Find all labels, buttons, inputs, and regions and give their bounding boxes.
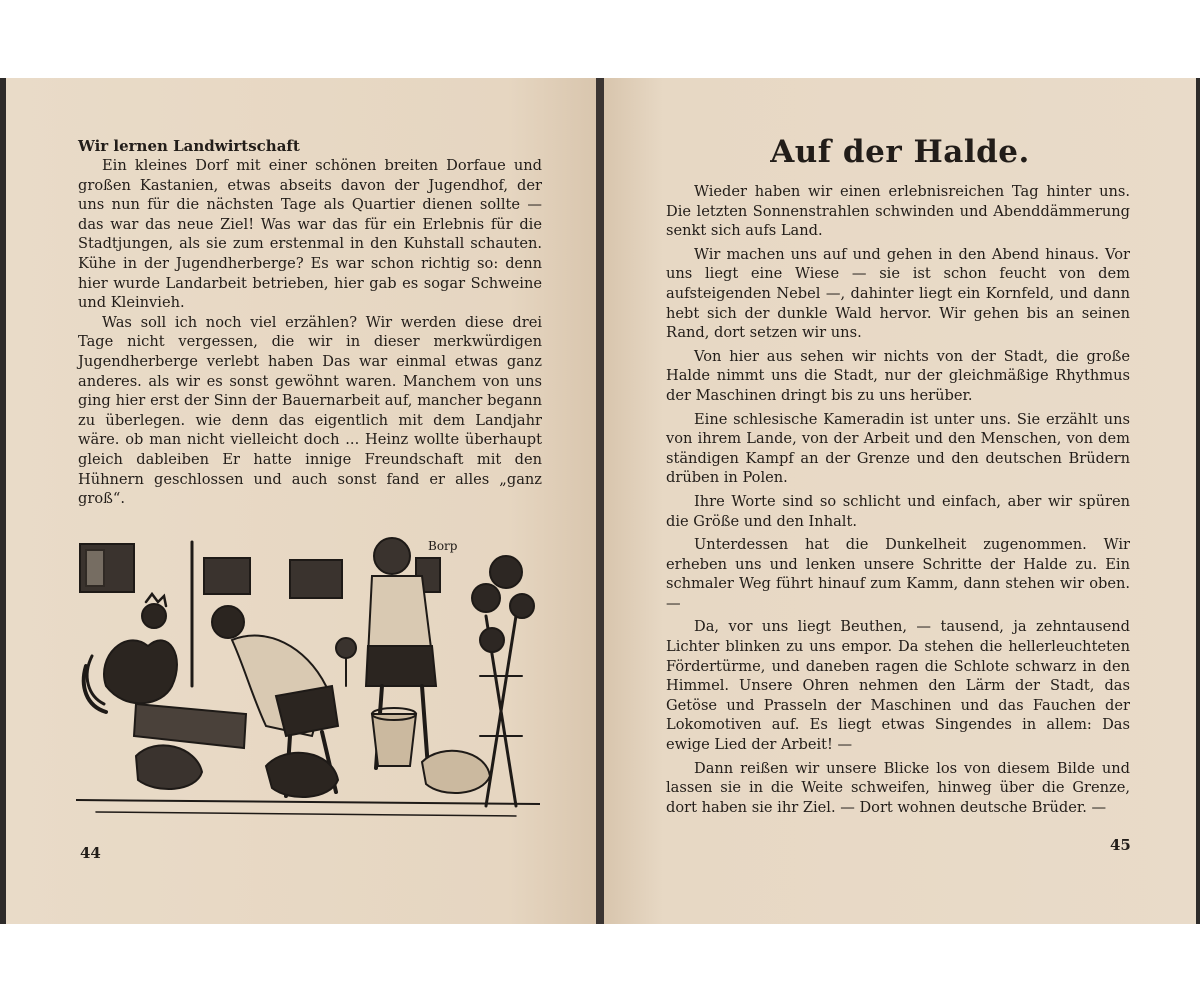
farm-illustration xyxy=(76,536,540,820)
illustration-signature: Borp xyxy=(428,539,458,553)
right-paragraph-6: Unterdessen hat die Dunkelheit zugenommen. Wir erheben uns und lenken unsere Schritte der Halde zu. Ein schmaler Weg führt hinauf zum Kamm, dann stehen wir oben. — xyxy=(666,536,1130,612)
left-page-text xyxy=(78,136,542,509)
book-gutter xyxy=(596,78,604,924)
open-book xyxy=(0,78,1200,924)
chapter-title: Auf der Halde. xyxy=(770,134,1030,170)
right-paragraph-3: Von hier aus sehen wir nichts von der Stadt, die große Halde nimmt uns die Stadt, nur der gleichmäßige Rhythmus der Maschinen dringt bis zu uns herüber. xyxy=(666,347,1130,404)
right-paragraph-5: Ihre Worte sind so schlicht und einfach, aber wir spüren die Größe und den Inhalt. xyxy=(666,492,1130,530)
right-paragraph-2: Wir machen uns auf und gehen in den Abend hinaus. Vor uns liegt eine Wiese — sie ist schon feucht von dem aufsteigenden Nebel —, dahinter liegt ein Kornfeld, und dann hebt sich der dunkle Wald hervor. Wir gehen bis an seinen Rand, dort setzen wir uns. xyxy=(666,245,1130,342)
page-number-left: 44 xyxy=(80,844,101,862)
left-paragraph-1: Ein kleines Dorf mit einer schönen breiten Dorfaue und großen Kastanien, etwas abseits davon der Jugendhof, der uns nun für die nächsten Tage als Quartier dienen sollte — das war das neue Ziel! Was war das für ein Erlebnis für die Stadtjungen, als sie zum erstenmal in den Kuhstall schauten. Kühe in der Jugendherberge? Es war schon richtig so: denn hier wurde Landarbeit betrieben, hier gab es sogar Schweine und Kleinvieh. xyxy=(78,157,542,312)
right-paragraph-7: Da, vor uns liegt Beuthen, — tausend, ja zehntausend Lichter blinken zu uns empor. Da stehen die hellerleuchteten Fördertürme, und daneben ragen die Schlote schwarz in den Himmel. Unsere Ohren nehmen den Lärm der Stadt, das Getöse und Prasseln der Maschinen und das Fauchen der Lokomotiven auf. Es liegt etwas Singendes in allem: Das ewige Lied der Arbeit! — xyxy=(666,618,1130,754)
section-title: Wir lernen Landwirtschaft xyxy=(78,137,300,155)
page-number-right: 45 xyxy=(1110,836,1131,854)
right-page xyxy=(604,78,1196,924)
left-paragraph-2: Was soll ich noch viel erzählen? Wir werden diese drei Tage nicht vergessen, die wir in dieser merkwürdigen Jugendherberge verlebt haben Das war einmal etwas ganz anderes. als wir es sonst gewöhnt waren. Manchem von uns ging hier erst der Sinn der Bauernarbeit auf, mancher begann zu überlegen. wie denn das eigentlich mit dem Landjahr wäre. ob man nicht vielleicht doch ... Heinz wollte überhaupt gleich dableiben Er hatte innige Freundschaft mit den Hühnern geschlossen und auch sonst fand er alles „ganz groß“. xyxy=(78,313,542,508)
right-paragraph-1: Wieder haben wir einen erlebnisreichen Tag hinter uns. Die letzten Sonnenstrahlen schwinden und Abenddämmerung senkt sich aufs Land. xyxy=(666,183,1130,240)
right-paragraph-8: Dann reißen wir unsere Blicke los von diesem Bilde und lassen sie in die Weite schweifen, hinweg über die Grenze, dort haben sie ihr Ziel. — Dort wohnen deutsche Brüder. — xyxy=(666,759,1130,816)
right-page-text xyxy=(666,182,1130,821)
left-page xyxy=(6,78,596,924)
right-paragraph-4: Eine schlesische Kameradin ist unter uns. Sie erzählt uns von ihrem Lande, von der Arbeit und den Menschen, von dem ständigen Kampf an der Grenze und den deutschen Brüdern drüben in Polen. xyxy=(666,410,1130,487)
